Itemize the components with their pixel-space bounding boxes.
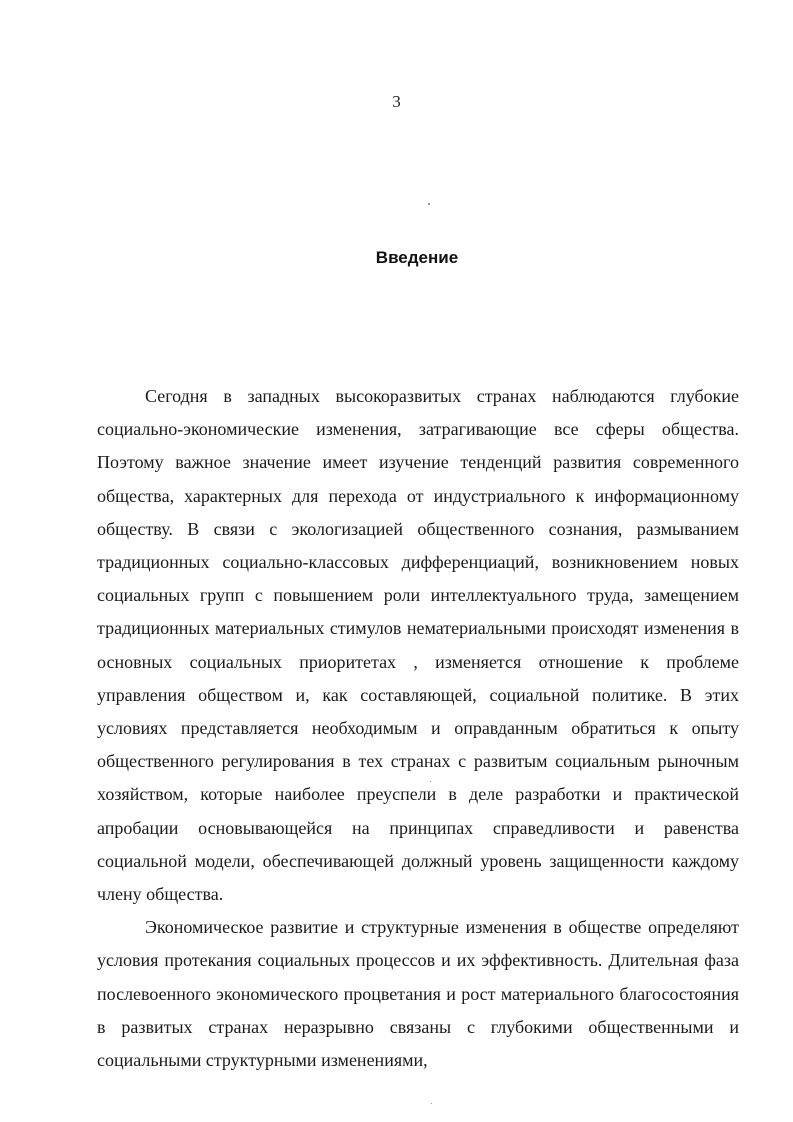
paragraph-1: Сегодня в западных высокоразвитых странах наблюдаются глубокие социально-экономические изменения, затрагивающие все сферы общества. Поэтому важное значение имеет изучение тенденций развития современного общества, характерных для перехода от индустриального к информационному обществу. В связи с экологизацией общественного сознания, размыванием традиционных социально-классовых дифференциаций, возникновением новых социальных групп с повышением роли интеллектуального труда, замещением традиционных материальных стимулов нематериальными происходят изменения в основных социальных приоритетах , изменяется отношение к проблеме управления обществом и, как составляющей, социальной политике. В этих условиях представляется необходимым и оправданным обратиться к опыту общественного регулирования в тех странах с развитым социальным рыночным хозяйством, которые наиболее преуспели в деле разработки и практической апробации основывающейся на принципах справедливости и равенства социальной модели, обеспечивающей должный уровень защищенности каждому члену общества. (97, 386, 739, 905)
scan-speck (430, 781, 431, 782)
paragraph-2: Экономическое развитие и структурные изменения в обществе определяют условия протекания социальных процессов и их эффективность. Длительная фаза послевоенного экономического процветания и рост материального благосостояния в развитых странах неразрывно связаны с глубокими общественными и социальными структурными изменениями, (97, 917, 739, 1071)
scan-speck (428, 203, 430, 205)
section-title: Введение (375, 248, 459, 267)
body-text (97, 380, 739, 1077)
page-number: 3 (392, 92, 401, 111)
scan-speck (431, 1103, 432, 1104)
